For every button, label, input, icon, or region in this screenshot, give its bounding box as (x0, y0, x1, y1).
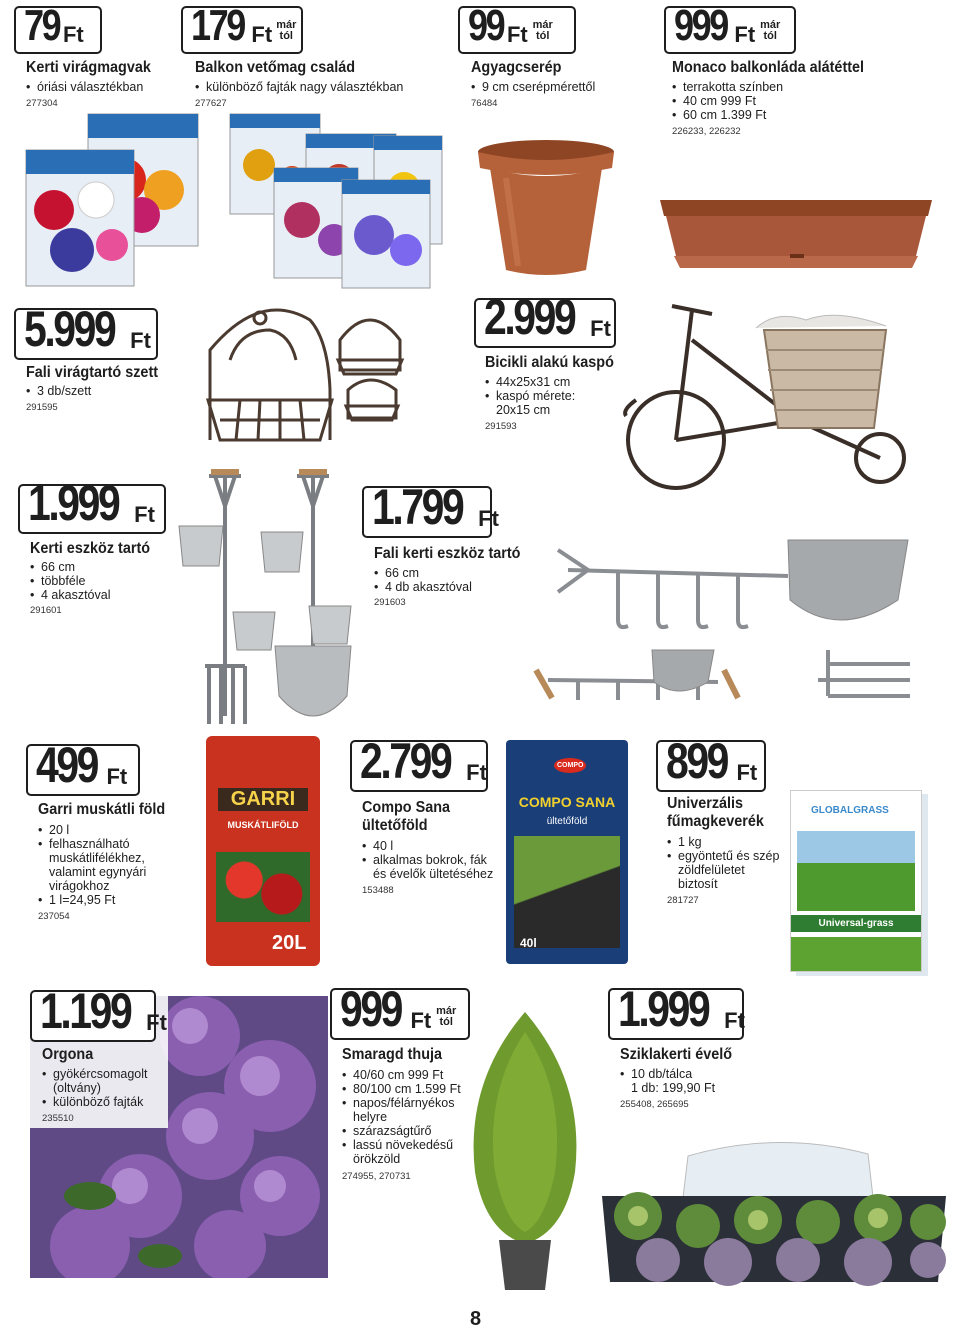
price-value: 1.799 (372, 479, 463, 535)
price-value: 899 (666, 733, 728, 789)
feature: • óriási választékban (26, 80, 143, 94)
compo-sana-bag-image (506, 740, 628, 964)
currency: Ft (506, 22, 528, 47)
feature: • különböző fajták (42, 1095, 143, 1109)
feature-list (42, 1095, 143, 1109)
price-tag (26, 737, 140, 796)
text-line: virágokhoz (49, 879, 110, 893)
feature: • 9 cm cserépmérettől (471, 80, 595, 94)
text-line: zöldfelületet (678, 863, 745, 877)
bag-volume: 20L (272, 932, 307, 954)
currency: Ft (734, 22, 756, 47)
feature-list (26, 384, 91, 398)
product-title: Kerti eszköz tartó (30, 540, 151, 557)
price-tag (181, 1, 303, 54)
currency: Ft (724, 1008, 745, 1033)
product-code: 291595 (26, 402, 58, 413)
product-title: Bicikli alakú kaspó (485, 354, 614, 371)
product-title: Garri muskátli föld (38, 801, 166, 818)
seed-packets-image (24, 110, 444, 290)
feature: • 40 l (362, 839, 487, 853)
feature: • 20 l (38, 823, 130, 837)
currency: Ft (251, 22, 273, 47)
page-number: 8 (470, 1308, 482, 1330)
price-tag (18, 475, 166, 534)
feature: • 66 cm (30, 560, 110, 574)
price-tag (458, 1, 576, 54)
lawn-photo (797, 831, 915, 911)
product-title: Fali virágtartó szett (26, 364, 159, 381)
feature: • 4 db akasztóval (374, 580, 472, 594)
from-label: már tól (276, 19, 297, 42)
feature: • 10 db/tálca (620, 1067, 692, 1081)
currency: Ft (590, 316, 611, 341)
price-value: 999 (674, 1, 727, 50)
feature-list (667, 835, 779, 863)
seed-packet (26, 150, 134, 286)
box-label: Universal-grass (791, 915, 921, 932)
feature-continuation: és évelők ültetéséhez (373, 867, 494, 881)
price-tag (362, 479, 499, 538)
text-line: muskátlifélékhez, (49, 851, 145, 865)
feature-continuation (678, 863, 745, 891)
compo-logo: COMPO (554, 758, 586, 773)
from-label: már tól (760, 19, 781, 42)
currency: Ft (736, 760, 758, 785)
product-title: Fali kerti eszköz tartó (374, 545, 521, 562)
product-title: Sziklakerti évelő (620, 1046, 733, 1063)
feature-list (42, 1067, 148, 1081)
price-value: 79 (24, 1, 60, 50)
price-value: 2.999 (484, 289, 575, 345)
feature-list (195, 80, 403, 94)
feature: • 80/100 cm 1.599 Ft (342, 1082, 461, 1096)
feature-continuation: 1 db: 199,90 Ft (631, 1081, 716, 1095)
feature-continuation: helyre (353, 1110, 388, 1124)
garri-soil-bag-image (206, 736, 320, 966)
feature-continuation: 20x15 cm (496, 403, 551, 417)
price-value: 179 (191, 1, 244, 50)
feature-continuation: örökzöld (353, 1152, 401, 1166)
feature: • napos/félárnyékos (342, 1096, 461, 1110)
feature-list (672, 80, 783, 122)
balcony-planter-image (660, 194, 932, 270)
price-tag (14, 301, 158, 360)
feature-continuation: (oltvány) (53, 1081, 101, 1095)
feature-list (38, 893, 115, 907)
thuja-image (455, 1012, 595, 1294)
feature-list (471, 80, 595, 94)
bag-brand: COMPO SANA (518, 794, 616, 810)
currency: Ft (130, 328, 151, 353)
wall-tool-holder-image (528, 520, 918, 706)
feature: • 40/60 cm 999 Ft (342, 1068, 461, 1082)
price-tag (664, 1, 796, 54)
garden-tool-holder-image (175, 466, 365, 728)
product-title: Balkon vetőmag család (195, 59, 356, 76)
currency: Ft (134, 502, 155, 527)
feature: • lassú növekedésű (342, 1138, 453, 1152)
feature: • egyöntetű és szép (667, 849, 779, 863)
feature-list (374, 566, 472, 594)
price-value: 1.999 (618, 981, 709, 1037)
price-tag (350, 733, 488, 792)
product-code: 235510 (42, 1113, 74, 1124)
feature: • 1 l=24,95 Ft (38, 893, 115, 907)
bag-volume: 40l (520, 936, 537, 950)
product-code: 291593 (485, 421, 517, 432)
product-title: Compo Sana (362, 799, 451, 816)
feature-list (362, 839, 487, 867)
product-code: 281727 (667, 895, 699, 906)
product-title: Smaragd thuja (342, 1046, 443, 1063)
feature: • kaspó mérete: (485, 389, 575, 403)
product-title: Kerti virágmagvak (26, 59, 151, 76)
bag-brand: GARRI (218, 788, 308, 811)
product-title-line2: ültetőföld (362, 817, 428, 834)
from-label: már tól (436, 1005, 457, 1028)
price-tag (608, 981, 745, 1040)
grass-seed-box-image (790, 790, 922, 972)
feature-list (26, 80, 143, 94)
currency: Ft (410, 1008, 432, 1033)
currency: Ft (106, 764, 128, 789)
feature: • 44x25x31 cm (485, 375, 575, 389)
feature: • 4 akasztóval (30, 588, 110, 602)
product-code: 76484 (471, 98, 498, 109)
product-title: Univerzális (667, 795, 744, 812)
product-code: 291603 (374, 597, 406, 608)
succulent-tray-image (598, 1136, 950, 1286)
product-code: 255408, 265695 (620, 1099, 689, 1110)
feature: • különböző fajták nagy választékban (195, 80, 403, 94)
bag-label: ültetőföld (546, 816, 588, 827)
price-value: 999 (340, 981, 402, 1037)
feature: • 40 cm 999 Ft (672, 94, 783, 108)
currency: Ft (478, 506, 499, 531)
price-value: 1.199 (40, 983, 131, 1039)
feature: • gyökércsomagolt (42, 1067, 148, 1081)
product-code: 277304 (26, 98, 58, 109)
price-value: 99 (468, 1, 504, 50)
feature: • alkalmas bokrok, fák (362, 853, 487, 867)
feature: • többféle (30, 574, 110, 588)
currency: Ft (62, 22, 84, 47)
wall-planter-set-image (200, 300, 410, 450)
price-tag (14, 1, 102, 54)
price-value: 2.799 (360, 733, 451, 789)
text-line: biztosít (678, 877, 718, 891)
feature: • 60 cm 1.399 Ft (672, 108, 783, 122)
feature: • terrakotta színben (672, 80, 783, 94)
soil-photo (514, 836, 620, 948)
currency: Ft (146, 1010, 167, 1035)
currency: Ft (466, 760, 487, 785)
product-code: 274955, 270731 (342, 1171, 411, 1182)
product-code: 153488 (362, 885, 394, 896)
feature: • szárazságtűrő (342, 1124, 453, 1138)
box-brand: GLOBALGRASS (811, 805, 889, 816)
price-value: 5.999 (24, 301, 115, 357)
bag-label: MUSKÁTLIFÖLD (227, 820, 299, 830)
feature-list (485, 375, 575, 403)
price-value: 1.999 (28, 475, 119, 531)
bicycle-planter-image (616, 300, 906, 492)
feature-list (38, 823, 130, 851)
product-title-line2: fűmagkeverék (667, 813, 764, 830)
seed-packet (342, 180, 430, 288)
feature: • felhasználható (38, 837, 130, 851)
text-line: valamint egynyári (49, 865, 147, 879)
clay-pot-image (476, 138, 616, 278)
product-title: Agyagcserép (471, 59, 562, 76)
feature-list (30, 560, 110, 602)
product-code: 291601 (30, 605, 62, 616)
price-tag (30, 983, 167, 1042)
feature: • 66 cm (374, 566, 472, 580)
price-value: 499 (36, 737, 98, 793)
from-label: már tól (532, 19, 553, 42)
feature-list (342, 1068, 461, 1110)
price-tag (474, 289, 616, 348)
feature: • 1 kg (667, 835, 779, 849)
price-tag (330, 981, 470, 1040)
product-title: Monaco balkonláda alátéttel (672, 59, 865, 76)
feature-list (620, 1067, 692, 1081)
feature-continuation (49, 851, 146, 893)
price-tag (656, 733, 766, 792)
product-title: Orgona (42, 1046, 94, 1063)
product-code: 277627 (195, 98, 227, 109)
feature: • 3 db/szett (26, 384, 91, 398)
flowers-photo (216, 852, 310, 922)
grass-photo (791, 937, 921, 971)
product-code: 226233, 226232 (672, 126, 741, 137)
product-code: 237054 (38, 911, 70, 922)
feature-list (342, 1124, 453, 1152)
